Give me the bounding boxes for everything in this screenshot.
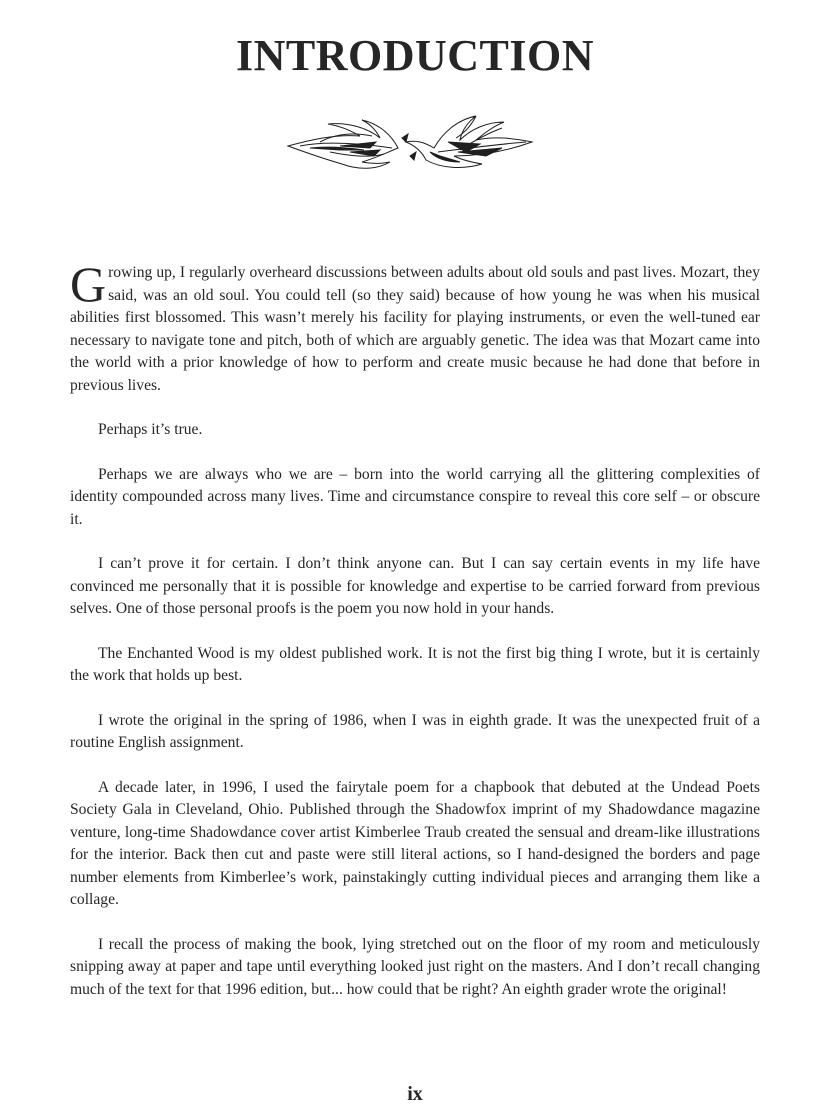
drop-cap: G [70, 256, 107, 312]
paragraph: A decade later, in 1996, I used the fairytale poem for a chapbook that debuted at the Undead Poets Society Gala in Cleveland, Ohio. Published through the Shadowfox imprint of my Shadowdance magazine venture, long-time Shadowdance cover artist Kimberlee Traub created the sensual and dream-like illustrations for the interior. Back then cut and paste were still literal actions, so I hand-designed the borders and page number elements from Kimberlee’s work, painstakingly cutting individual pieces and arranging them like a collage. [70, 778, 760, 908]
introduction-body [70, 256, 760, 1023]
chapter-title: INTRODUCTION [235, 31, 595, 80]
paragraph: The Enchanted Wood is my oldest published work. It is not the first big thing I wrote, but it is certainly the work that holds up best. [70, 644, 760, 684]
paragraph: I wrote the original in the spring of 1986, when I was in eighth grade. It was the unexpected fruit of a routine English assignment. [70, 711, 760, 751]
flame-leaf-flourish-icon [280, 112, 540, 178]
paragraph: Growing up, I regularly overheard discussions between adults about old souls and past lives. Mozart, they said, was an old soul. You could tell (so they said) because of how young he was when his musical abilities first blossomed. This wasn’t merely his facility for playing instruments, or even the well-tuned ear necessary to navigate tone and pitch, both of which are arguably genetic. The idea was that Mozart came into the world with a prior knowledge of how to perform and create music because he had done that before in previous lives. [70, 256, 760, 394]
paragraph: Perhaps we are always who we are – born into the world carrying all the glittering complexities of identity compounded across many lives. Time and circumstance conspire to reveal this core self – or obscure it. [70, 465, 760, 528]
paragraph: Perhaps it’s true. [98, 421, 203, 438]
paragraph: I recall the process of making the book, lying stretched out on the floor of my room and meticulously snipping away at paper and tape until everything looked just right on the masters. And I don’t recall changing much of the text for that 1996 edition, but... how could that be right? An eighth grader wrote the original! [70, 935, 760, 998]
paragraph: I can’t prove it for certain. I don’t think anyone can. But I can say certain events in my life have convinced me personally that it is possible for knowledge and expertise to be carried forward from previous selves. One of those personal proofs is the poem you now hold in your hands. [70, 555, 760, 617]
page-number: ix [407, 1083, 423, 1105]
